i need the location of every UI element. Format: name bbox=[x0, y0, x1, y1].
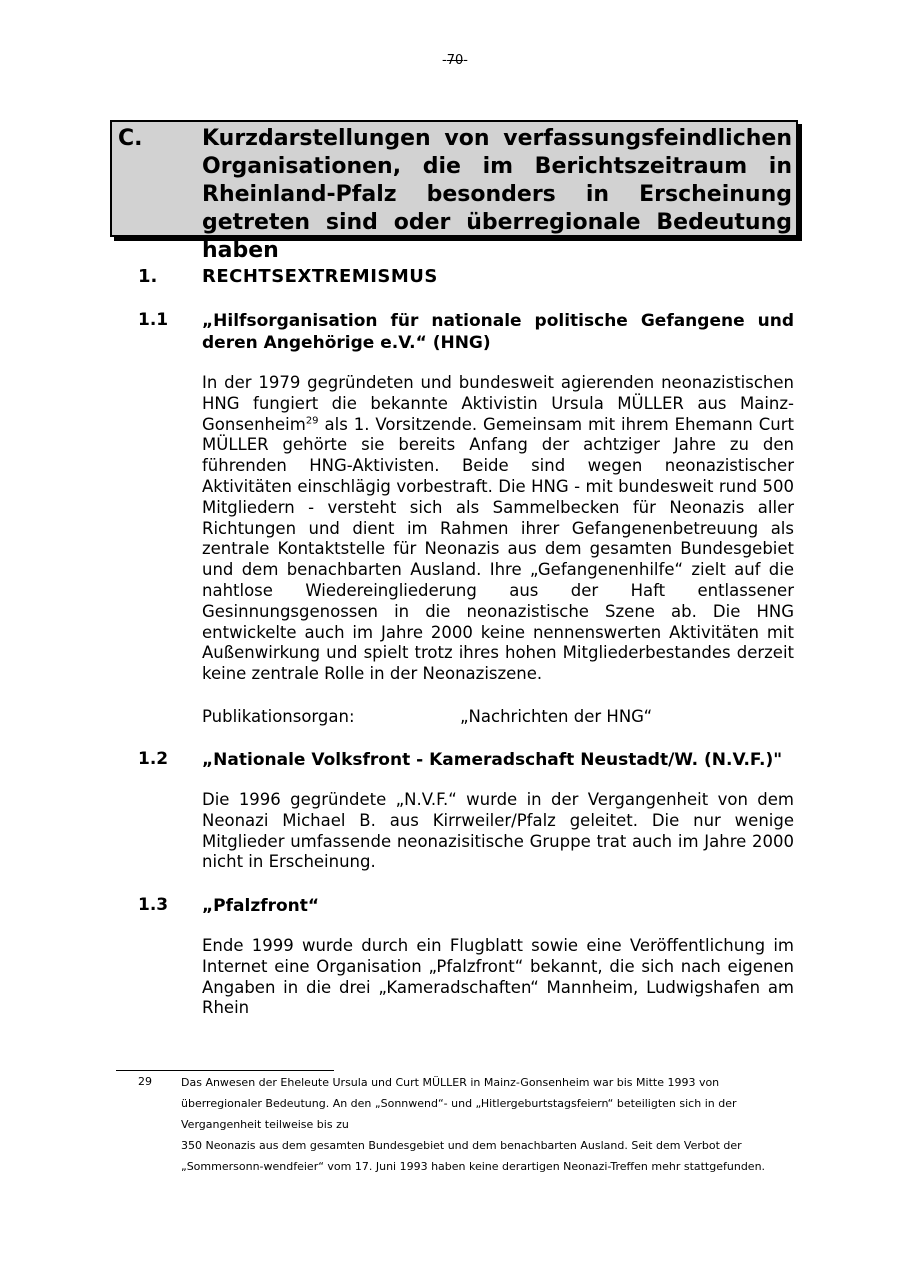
page-number-value: 70 bbox=[446, 53, 464, 68]
chapter-letter: C. bbox=[118, 126, 143, 151]
section-1-title: RECHTSEXTREMISMUS bbox=[202, 266, 438, 287]
section-1-3-title: „Pfalzfront“ bbox=[202, 896, 320, 916]
footnote-number: 29 bbox=[138, 1075, 152, 1088]
footnote-line: 350 Neonazis aus dem gesamten Bundesgebiet und dem benachbarten Ausland. Seit dem Verbot der bbox=[181, 1139, 742, 1152]
section-1-2-title: „Nationale Volksfront - Kameradschaft Neustadt/W. (N.V.F.)" bbox=[202, 750, 783, 770]
footnote-line: „Sommersonn-wendfeier“ vom 17. Juni 1993 haben keine derartigen Neonazi-Treffen mehr stattgefunden. bbox=[181, 1160, 766, 1173]
footnote-line: Das Anwesen der Eheleute Ursula und Curt MÜLLER in Mainz-Gonsenheim war bis Mitte 1993 von bbox=[181, 1076, 720, 1089]
footnote-divider bbox=[116, 1070, 334, 1071]
publication-value: „Nachrichten der HNG“ bbox=[460, 707, 653, 726]
section-1-3-number: 1.3 bbox=[138, 895, 169, 915]
footnote-line: überregionaler Bedeutung. An den „Sonnwend“- und „Hitlergeburtstagsfeiern“ beteiligten sich in der bbox=[181, 1097, 737, 1110]
footnote-line: Vergangenheit teilweise bis zu bbox=[181, 1118, 349, 1131]
footnote-text bbox=[181, 1072, 781, 1177]
paragraph-text-b: als 1. Vorsitzende. Gemeinsam mit ihrem Ehemann Curt MÜLLER gehörte sie bereits Anfang der achtziger Jahre zu den führenden HNG-Aktivisten. Beide sind wegen neonazistischer Aktivitäten einschlägig vorbestraft. Die HNG - mit bundesweit rund 500 Mitgliedern - versteht sich als Sammelbecken für Neonazis aller Richtungen und dient im Rahmen ihrer Gefangenenbetreuung als zentrale Kontaktstelle für Neonazis aus dem gesamten Bundesgebiet und dem benachbarten Ausland. Ihre „Gefangenenhilfe“ zielt auf die nahtlose Wiedereingliederung aus der Haft entlassener Gesinnungsgenossen in die neonazistische Szene ab. Die HNG entwickelte auch im Jahre 2000 keine nennenswerten Aktivitäten mit Außenwirkung und spielt trotz ihres hohen Mitgliederbestandes derzeit keine zentrale Rolle in der Neonaziszene. bbox=[202, 414, 794, 684]
paragraph-text-a: In der 1979 gegründeten und bundesweit agierenden neonazistischen HNG fungiert die bekannte Aktivistin Ursula MÜLLER aus Mainz-Gonsenheim bbox=[202, 373, 794, 434]
publication-label: Publikationsorgan: bbox=[202, 707, 355, 726]
section-1-2-paragraph: Die 1996 gegründete „N.V.F.“ wurde in der Vergangenheit von dem Neonazi Michael B. aus Kirrweiler/Pfalz geleitet. Die nur wenige Mitglieder umfassende neonazisitische Gruppe trat auch im Jahre 2000 nicht in Erscheinung. bbox=[202, 790, 794, 872]
section-1-number: 1. bbox=[138, 266, 158, 287]
section-1-3-paragraph: Ende 1999 wurde durch ein Flugblatt sowie eine Veröffentlichung im Internet eine Organisation „Pfalzfront“ bekannt, die sich nach eigenen Angaben in die drei „Kameradschaften“ Mannheim, Ludwigshafen am Rhein bbox=[202, 936, 794, 1018]
page-number: -70- bbox=[442, 53, 468, 68]
chapter-heading-box bbox=[110, 120, 798, 263]
section-1-1-number: 1.1 bbox=[138, 310, 169, 330]
section-1-1-paragraph bbox=[202, 373, 794, 685]
section-1-2-number: 1.2 bbox=[138, 749, 169, 769]
footnote-ref-29[interactable]: 29 bbox=[305, 415, 319, 427]
section-1-1-title: „Hilfsorganisation für nationale politische Gefangene und deren Angehörige e.V.“ (HNG) bbox=[202, 311, 794, 353]
chapter-title: Kurzdarstellungen von verfassungsfeindlichen Organisationen, die im Berichtszeitraum in Rheinland-Pfalz besonders in Erscheinung getreten sind oder überregionale Bedeutung haben bbox=[202, 126, 792, 263]
